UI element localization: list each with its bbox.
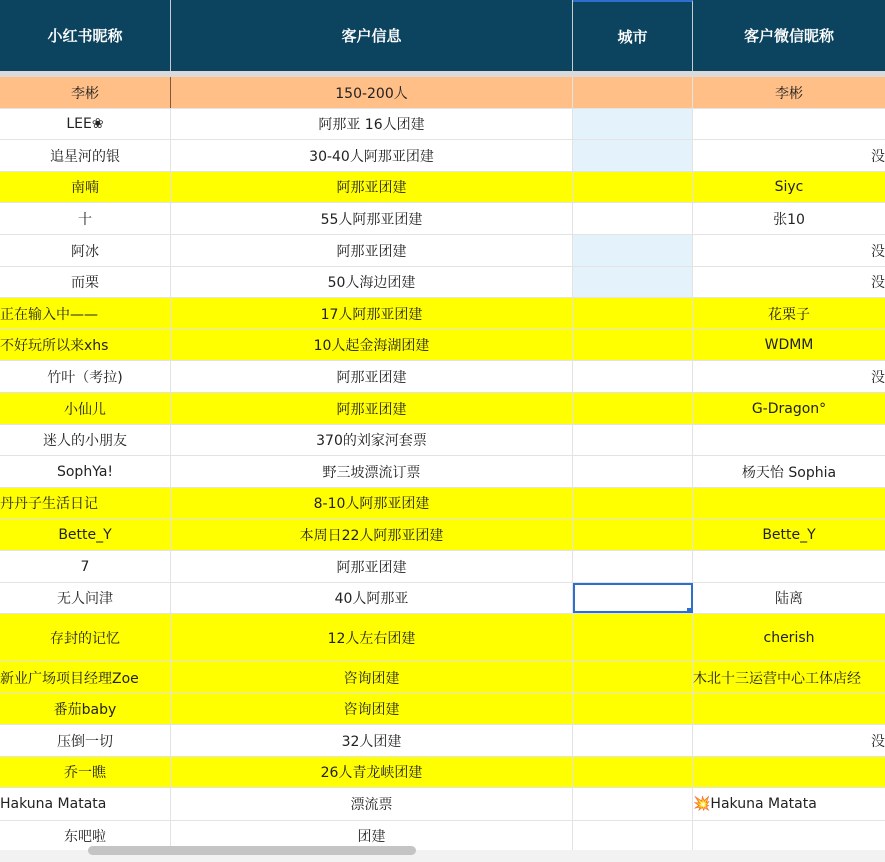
cell-customer-info[interactable]: 阿那亚团建 [171, 235, 573, 266]
cell-xiaohongshu-nickname[interactable]: 而栗 [0, 267, 171, 297]
cell-city[interactable] [573, 298, 693, 329]
horizontal-scrollbar-thumb[interactable] [88, 846, 416, 855]
cell-city[interactable] [573, 267, 693, 297]
cell-wechat-nickname[interactable] [693, 109, 885, 139]
cell-customer-info[interactable]: 漂流票 [171, 788, 573, 820]
header-row [0, 0, 885, 71]
cell-city[interactable] [573, 235, 693, 266]
cell-xiaohongshu-nickname[interactable]: 南喃 [0, 172, 171, 202]
cell-city[interactable] [573, 551, 693, 582]
cell-city[interactable] [573, 519, 693, 550]
cell-customer-info[interactable]: 咨询团建 [171, 662, 573, 693]
cell-wechat-nickname[interactable] [693, 694, 885, 724]
cell-xiaohongshu-nickname[interactable]: 东吧啦 [0, 821, 171, 851]
cell-wechat-nickname[interactable] [693, 821, 885, 851]
cell-xiaohongshu-nickname[interactable]: 不好玩所以来xhs [0, 330, 171, 360]
cell-customer-info[interactable]: 30-40人阿那亚团建 [171, 140, 573, 171]
cell-xiaohongshu-nickname[interactable]: Bette_Y [0, 519, 171, 550]
cell-customer-info[interactable]: 野三坡漂流订票 [171, 456, 573, 487]
cell-wechat-nickname[interactable]: 💥Hakuna Matata [693, 796, 817, 812]
cell-xiaohongshu-nickname[interactable]: 丹丹子生活日记 [0, 488, 171, 518]
cell-city[interactable] [573, 614, 693, 661]
cell-city[interactable] [573, 583, 693, 613]
table-row [0, 172, 885, 203]
cell-customer-info[interactable]: 阿那亚团建 [171, 172, 573, 202]
cell-wechat-nickname[interactable]: 李彬 [775, 85, 803, 102]
cell-customer-info[interactable]: 8-10人阿那亚团建 [171, 488, 573, 518]
cell-customer-info[interactable]: 团建 [171, 821, 573, 851]
table-row [0, 298, 885, 330]
cell-city[interactable] [573, 821, 693, 851]
cell-wechat-nickname[interactable]: 没 [871, 733, 885, 750]
header-city[interactable]: 城市 [573, 0, 693, 71]
cell-city[interactable] [573, 77, 693, 108]
table-row [0, 77, 885, 109]
cell-customer-info[interactable]: 50人海边团建 [171, 267, 573, 297]
header-xiaohongshu-nickname[interactable]: 小红书昵称 [0, 0, 171, 71]
cell-xiaohongshu-nickname[interactable]: 存封的记忆 [0, 614, 171, 661]
cell-city[interactable] [573, 456, 693, 487]
cell-customer-info[interactable]: 370的刘家河套票 [171, 425, 573, 455]
table-row [0, 519, 885, 551]
cell-xiaohongshu-nickname[interactable]: 7 [0, 551, 171, 582]
cell-wechat-nickname[interactable] [693, 488, 885, 518]
cell-city[interactable] [573, 140, 693, 171]
cell-wechat-nickname[interactable]: Bette_Y [762, 526, 816, 543]
cell-customer-info[interactable]: 咨询团建 [171, 694, 573, 724]
cell-city[interactable] [573, 361, 693, 392]
cell-customer-info[interactable]: 40人阿那亚 [171, 583, 573, 613]
cell-city[interactable] [573, 788, 693, 820]
table-row [0, 109, 885, 140]
cell-xiaohongshu-nickname[interactable]: 新业广场项目经理Zoe [0, 662, 171, 693]
cell-xiaohongshu-nickname[interactable]: 阿冰 [0, 235, 171, 266]
table-row [0, 725, 885, 757]
cell-xiaohongshu-nickname[interactable]: 十 [0, 203, 171, 234]
cell-wechat-nickname[interactable]: 杨天怡 Sophia [741, 464, 837, 481]
cell-city[interactable] [573, 757, 693, 787]
cell-wechat-nickname[interactable]: 花栗子 [768, 306, 810, 323]
cell-customer-info[interactable]: 55人阿那亚团建 [171, 203, 573, 234]
cell-xiaohongshu-nickname[interactable]: Hakuna Matata [0, 788, 171, 820]
cell-city[interactable] [573, 488, 693, 518]
cell-customer-info[interactable]: 阿那亚团建 [171, 361, 573, 392]
cell-wechat-nickname[interactable]: 没 [871, 148, 885, 165]
cell-xiaohongshu-nickname[interactable]: 压倒一切 [0, 725, 171, 756]
cell-city[interactable] [573, 330, 693, 360]
cell-wechat-nickname[interactable] [693, 425, 885, 455]
cell-wechat-nickname[interactable]: 陆离 [775, 591, 803, 607]
cell-customer-info[interactable]: 17人阿那亚团建 [171, 298, 573, 329]
table-row [0, 456, 885, 488]
cell-wechat-nickname[interactable]: 木北十三运营中心工体店经 [693, 670, 861, 687]
table-row [0, 757, 885, 788]
cell-customer-info[interactable]: 本周日22人阿那亚团建 [171, 519, 573, 550]
table-row [0, 662, 885, 694]
table-row [0, 583, 885, 614]
table-row [0, 203, 885, 235]
table-row [0, 361, 885, 393]
cell-wechat-nickname[interactable]: 张10 [773, 211, 805, 228]
table-row [0, 267, 885, 298]
cell-customer-info[interactable]: 阿那亚团建 [171, 551, 573, 582]
cell-customer-info[interactable]: 150-200人 [171, 77, 573, 108]
cell-wechat-nickname[interactable]: G-Dragon° [751, 400, 827, 417]
cell-city[interactable] [573, 203, 693, 234]
cell-wechat-nickname[interactable]: 没 [871, 275, 885, 291]
cell-xiaohongshu-nickname[interactable]: 追星河的银 [0, 140, 171, 171]
cell-xiaohongshu-nickname[interactable]: 乔一瞧 [0, 757, 171, 787]
cell-xiaohongshu-nickname[interactable]: 竹叶（考拉) [0, 361, 171, 392]
cell-wechat-nickname[interactable]: 没 [871, 369, 885, 386]
cell-wechat-nickname[interactable]: WDMM [764, 337, 814, 353]
header-customer-info[interactable]: 客户信息 [171, 0, 573, 71]
cell-wechat-nickname[interactable]: 没 [871, 243, 885, 260]
cell-wechat-nickname[interactable]: cherish [763, 629, 815, 646]
cell-city[interactable] [573, 109, 693, 139]
cell-customer-info[interactable]: 阿那亚 16人团建 [171, 109, 573, 139]
cell-city[interactable] [573, 425, 693, 455]
table-row [0, 551, 885, 583]
cell-xiaohongshu-nickname[interactable]: 无人问津 [0, 583, 171, 613]
cell-city[interactable] [573, 694, 693, 724]
cell-wechat-nickname[interactable] [693, 757, 885, 787]
table-row [0, 330, 885, 361]
cell-customer-info[interactable]: 26人青龙峡团建 [171, 757, 573, 787]
header-wechat-nickname[interactable]: 客户微信昵称 [693, 0, 885, 71]
cell-xiaohongshu-nickname[interactable]: 李彬 [0, 77, 171, 108]
cell-customer-info[interactable]: 阿那亚团建 [171, 393, 573, 424]
table-row [0, 235, 885, 267]
table-row [0, 614, 885, 662]
cell-xiaohongshu-nickname[interactable]: 番茄baby [0, 694, 171, 724]
cell-xiaohongshu-nickname[interactable]: 正在输入中—— [0, 298, 171, 329]
table-row [0, 488, 885, 519]
cell-xiaohongshu-nickname[interactable]: LEE❀ [0, 109, 171, 139]
table-row [0, 140, 885, 172]
cell-wechat-nickname[interactable]: Siyc [774, 179, 804, 195]
table-row [0, 694, 885, 725]
cell-xiaohongshu-nickname[interactable]: 迷人的小朋友 [0, 425, 171, 455]
cell-city[interactable] [573, 662, 693, 693]
cell-wechat-nickname[interactable] [693, 551, 885, 582]
cell-city[interactable] [573, 172, 693, 202]
table-row [0, 425, 885, 456]
cell-customer-info[interactable]: 12人左右团建 [171, 614, 573, 661]
cell-customer-info[interactable]: 10人起金海湖团建 [171, 330, 573, 360]
cell-city[interactable] [573, 393, 693, 424]
table-row [0, 788, 885, 821]
cell-customer-info[interactable]: 32人团建 [171, 725, 573, 756]
cell-city[interactable] [573, 725, 693, 756]
cell-xiaohongshu-nickname[interactable]: 小仙儿 [0, 393, 171, 424]
table-row [0, 393, 885, 425]
cell-xiaohongshu-nickname[interactable]: SophYa! [0, 456, 171, 487]
